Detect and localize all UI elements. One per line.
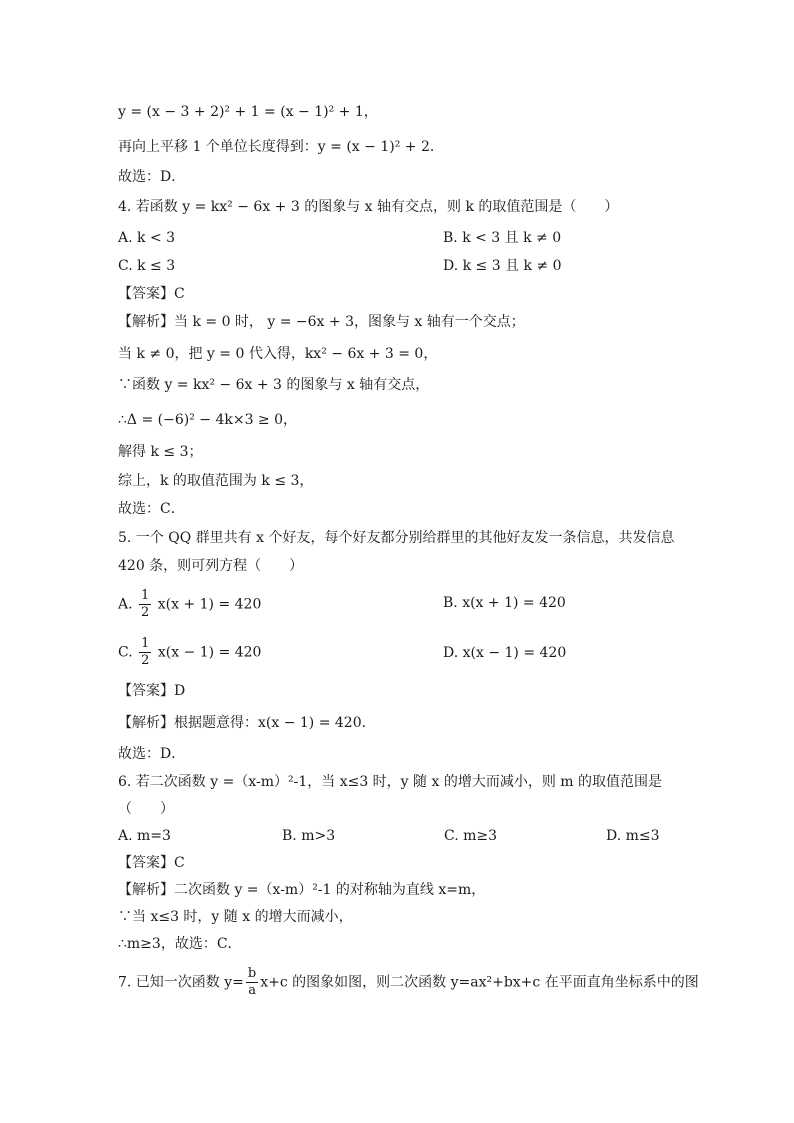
question-5-stem-2: 420 条，则可列方程（ ） bbox=[118, 558, 304, 574]
fraction-denominator: a bbox=[248, 983, 256, 998]
fraction-numerator: b bbox=[247, 966, 257, 981]
fraction-denominator: 2 bbox=[141, 605, 150, 620]
q6-option-b: B. m>3 bbox=[282, 828, 336, 844]
q6-explanation-3: ∴m≥3，故选：C． bbox=[118, 936, 242, 952]
fraction-one-half bbox=[139, 588, 151, 621]
fraction-denominator: 2 bbox=[141, 653, 150, 668]
q4-explanation-5: 解得 k ≤ 3； bbox=[118, 444, 203, 460]
q6-explanation-1: 【解析】二次函数 y =（x-m）²-1 的对称轴为直线 x=m， bbox=[118, 882, 486, 898]
q7-stem-prefix: 7. 已知一次函数 y= bbox=[118, 974, 244, 991]
q6-answer: 【答案】C bbox=[118, 855, 185, 871]
q4-explanation-4: ∴Δ = (−6)² − 4k×3 ≥ 0， bbox=[118, 412, 298, 428]
q4-option-b: B. k < 3 且 k ≠ 0 bbox=[443, 230, 562, 246]
q5-option-a bbox=[118, 588, 261, 621]
q6-option-c: C. m≥3 bbox=[444, 828, 498, 844]
q5-option-a-expr: x(x + 1) = 420 bbox=[157, 596, 262, 613]
q4-explanation-2: 当 k ≠ 0，把 y = 0 代入得，kx² − 6x + 3 = 0， bbox=[118, 346, 438, 362]
fraction-b-over-a bbox=[246, 966, 258, 999]
q4-option-d: D. k ≤ 3 且 k ≠ 0 bbox=[443, 258, 562, 274]
q4-answer: 【答案】C bbox=[118, 286, 185, 302]
fraction-numerator: 1 bbox=[141, 588, 150, 603]
q6-option-d: D. m≤3 bbox=[606, 828, 660, 844]
solution-line-2: 再向上平移 1 个单位长度得到：y = (x − 1)² + 2． bbox=[118, 139, 444, 155]
q5-option-c-expr: x(x − 1) = 420 bbox=[157, 644, 262, 661]
question-6-stem-2: （ ） bbox=[118, 801, 174, 817]
solution-line-1: y = (x − 3 + 2)² + 1 = (x − 1)² + 1， bbox=[118, 104, 378, 120]
q4-explanation-3: ∵函数 y = kx² − 6x + 3 的图象与 x 轴有交点， bbox=[118, 377, 430, 393]
q6-explanation-2: ∵当 x≤3 时，y 随 x 的增大而减小， bbox=[118, 909, 353, 925]
q5-option-b: B. x(x + 1) = 420 bbox=[443, 595, 566, 611]
question-6-stem-1: 6. 若二次函数 y =（x-m）²-1，当 x≤3 时，y 随 x 的增大而减小，则 m 的取值范围是 bbox=[118, 774, 663, 790]
q5-option-c-label: C. bbox=[118, 644, 133, 661]
q5-option-c bbox=[118, 636, 261, 669]
q7-stem-suffix: x+c 的图象如图，则二次函数 y=ax²+bx+c 在平面直角坐标系中的图 bbox=[260, 974, 699, 991]
q6-option-a: A. m=3 bbox=[118, 828, 171, 844]
question-5-stem-1: 5. 一个 QQ 群里共有 x 个好友，每个好友都分别给群里的其他好友发一条信息，共发信息 bbox=[118, 530, 675, 546]
question-4-stem: 4. 若函数 y = kx² − 6x + 3 的图象与 x 轴有交点，则 k 的取值范围是（ ） bbox=[118, 199, 619, 215]
q5-option-a-label: A. bbox=[118, 596, 133, 613]
q5-option-d: D. x(x − 1) = 420 bbox=[443, 645, 567, 661]
q4-option-c: C. k ≤ 3 bbox=[118, 258, 176, 274]
q4-option-a: A. k < 3 bbox=[118, 230, 176, 246]
q4-explanation-6: 综上，k 的取值范围为 k ≤ 3， bbox=[118, 473, 314, 489]
q5-explanation-2: 故选：D． bbox=[118, 746, 186, 762]
q4-explanation-1: 【解析】当 k = 0 时， y = −6x + 3，图象与 x 轴有一个交点； bbox=[118, 314, 525, 330]
solution-choice: 故选：D． bbox=[118, 169, 186, 185]
q4-explanation-7: 故选：C． bbox=[118, 501, 185, 517]
q5-explanation-1: 【解析】根据题意得：x(x − 1) = 420． bbox=[118, 715, 376, 731]
fraction-numerator: 1 bbox=[141, 636, 150, 651]
q5-answer: 【答案】D bbox=[118, 683, 186, 699]
question-7-stem bbox=[118, 966, 699, 999]
fraction-one-half bbox=[139, 636, 151, 669]
